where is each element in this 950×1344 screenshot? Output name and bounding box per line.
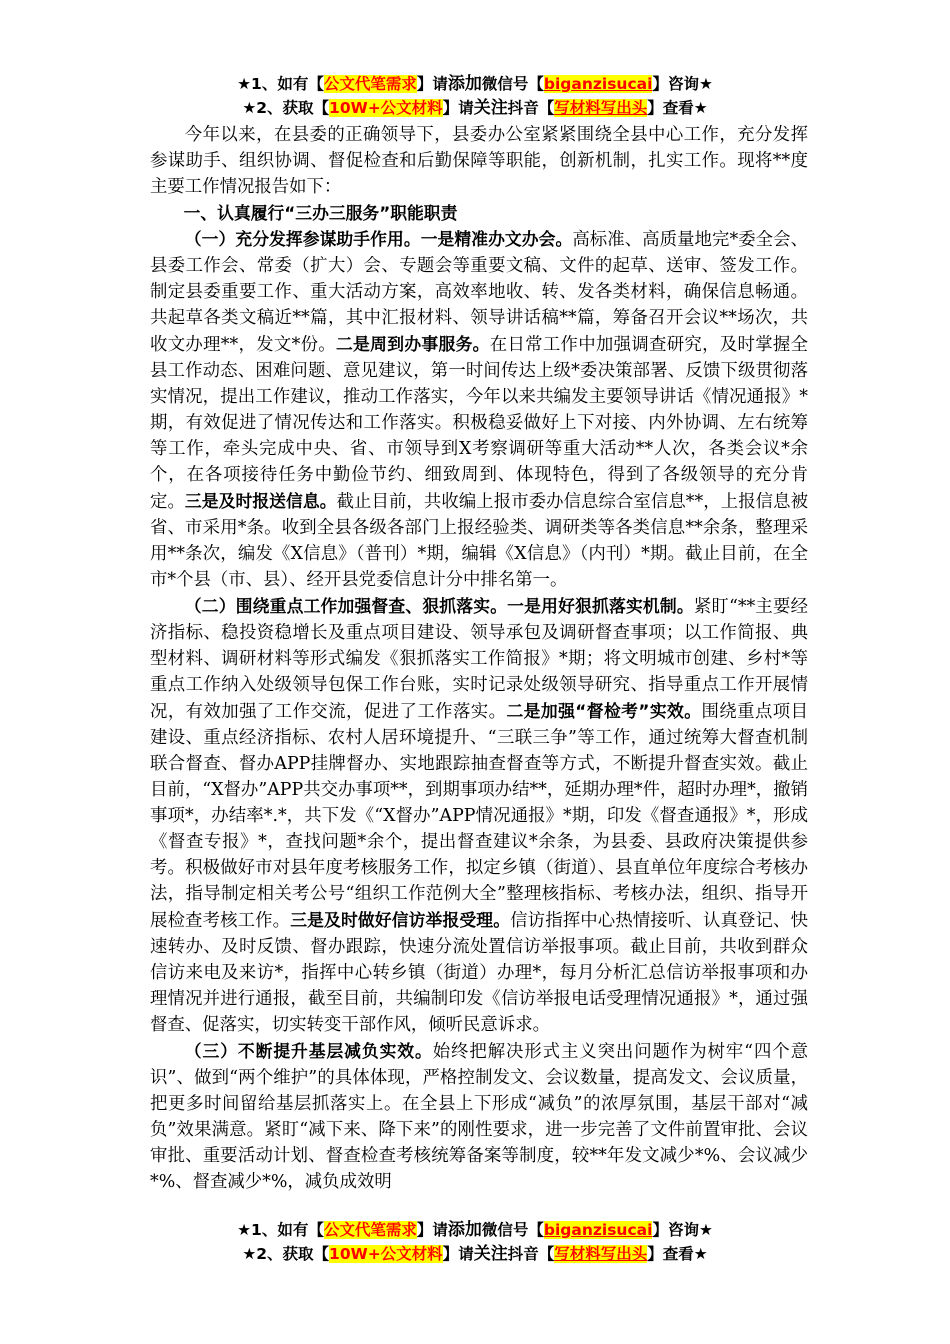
body-text: 围绕重点项目建设、重点经济指标、农村人居环境提升、“三联三争”等工作，通过统筹大督查机制联合督查、督办APP挂牌督办、实地跟踪抽查督查等方式，不断提升督查实效。截止目前，“X督办”APP共交办事项**，到期事项办结**，延期办理*件，超时办理*，撤销事项*，办结率*.*，共下发《“X督办”APP情况通报》*期，印发《督查通报》*，形成《督查专报》*，查找问题*余个，提出督查建议*余条，为县委、县政府决策提供参考。积极做好市对县年度考核服务工作，拟定乡镇（街道）、县直单位年度综合考核办法，指导制定相关考公号“组织工作范例大全”整理核指标、考核办法，组织、指导开展检查考核工作。 xyxy=(150,702,808,931)
key-point: 一是用好狠抓落实机制。 xyxy=(507,596,694,616)
banner-text: 抖音【 xyxy=(507,99,555,117)
douyin-id-highlight: 写材料写出头 xyxy=(554,99,648,117)
banner-text: 】咨询★ xyxy=(652,75,713,93)
key-point: 三是及时做好信访举报受理。 xyxy=(290,910,511,930)
banner-text: 】查看★ xyxy=(647,99,708,117)
bottom-banner-line-2 xyxy=(0,1242,950,1266)
document-body xyxy=(150,122,808,1195)
banner-text: 】咨询★ xyxy=(652,1221,713,1239)
subsection-title: （二）围绕重点工作加强督查、狠抓落实。 xyxy=(184,596,508,616)
banner-highlight: 10W+公文材料 xyxy=(329,1245,443,1263)
key-point: 二是加强“督检考”实效。 xyxy=(506,701,702,721)
banner-text: 抖音【 xyxy=(507,1245,555,1263)
banner-text: ★2、获取【 xyxy=(242,1245,330,1263)
banner-highlight: 10W+公文材料 xyxy=(329,99,443,117)
banner-emphasis: 关注 xyxy=(473,98,508,118)
banner-text: ★1、如有【 xyxy=(237,1221,324,1239)
wechat-id-highlight: biganzisucai xyxy=(543,1221,653,1239)
top-banner-line-1 xyxy=(0,72,950,96)
wechat-id-highlight: biganzisucai xyxy=(543,75,653,93)
banner-emphasis: 添加 xyxy=(447,74,482,94)
key-point: 二是周到办事服务。 xyxy=(335,334,490,354)
bottom-banner-line-1 xyxy=(0,1218,950,1242)
banner-text: 微信号【 xyxy=(481,75,544,93)
top-banner-line-2 xyxy=(0,96,950,120)
subsection-2-paragraph xyxy=(150,593,808,1038)
section-heading-1: 一、认真履行“三办三服务”职能职责 xyxy=(183,203,458,223)
body-text: 始终把解决形式主义突出问题作为树牢“四个意识”、做到“两个维护”的具体体现，严格控制发文、会议数量，提高发文、会议质量，把更多时间留给基层抓落实上。在全县上下形成“减负”的浓厚氛围，基层干部对“减负”效果满意。紧盯“减下来、降下来”的刚性要求，进一步完善了文件前置审批、会议审批、重要活动计划、督查检查考核统筹备案等制度，较**年发文减少*%、会议减少*%、督查减少*%，减负成效明 xyxy=(150,1042,808,1192)
banner-text: 微信号【 xyxy=(481,1221,544,1239)
body-text: 紧盯“**主要经济指标、稳投资稳增长及重点项目建设、领导承包及调研督查事项；以工作简报、典型材料、调研材料等形式编发《狠抓落实工作简报》*期；将文明城市创建、乡村*等重点工作纳入处级领导包保工作台账，实时记录处级领导研究、指导重点工作开展情况，有效加强了工作交流，促进了工作落实。 xyxy=(150,597,808,722)
intro-paragraph: 今年以来，在县委的正确领导下，县委办公室紧紧围绕全县中心工作，充分发挥参谋助手、组织协调、督促检查和后勤保障等职能，创新机制，扎实工作。现将**度主要工作情况报告如下： xyxy=(150,125,808,197)
banner-text: 】请 xyxy=(442,99,474,117)
subsection-1-paragraph xyxy=(150,226,808,593)
banner-emphasis: 关注 xyxy=(473,1244,508,1264)
banner-text: 】请 xyxy=(442,1245,474,1263)
banner-text: 】查看★ xyxy=(647,1245,708,1263)
body-text: 信访指挥中心热情接听、认真登记、快速转办、及时反馈、督办跟踪，快速分流处置信访举报事项。截止目前，共收到群众信访来电及来访*，指挥中心转乡镇（街道）办理*，每月分析汇总信访举报事项和办理情况并进行通报，截至目前，共编制印发《信访举报电话受理情况通报》*，通过强督查、促落实，切实转变干部作风，倾听民意诉求。 xyxy=(150,911,808,1035)
key-point: 一是精准办文办会。 xyxy=(420,229,573,249)
body-text: 在日常工作中加强调查研究，及时掌握全县工作动态、困难问题、意见建议，第一时间传达上级*委决策部署、反馈下级贯彻落实情况，提出工作建议，推动工作落实，今年以来共编发主要领导讲话《情况通报》*期，有效促进了情况传达和工作落实。积极稳妥做好上下对接、内外协调、左右统筹等工作，牵头完成中央、省、市领导到X考察调研等重大活动**人次，各类会议*余个，在各项接待任务中勤俭节约、细致周到、体现特色，得到了各级领导的充分肯定。 xyxy=(150,335,808,512)
banner-highlight: 公文代笔需求 xyxy=(323,1221,417,1239)
subsection-3-paragraph xyxy=(150,1038,808,1195)
banner-text: ★2、获取【 xyxy=(242,99,330,117)
banner-text: 】请 xyxy=(416,1221,448,1239)
body-text: 截止目前，共收编上报市委办信息综合室信息**，上报信息被省、市采用*条。收到全县各级各部门上报经验类、调研类等各类信息**余条，整理采用**条次，编发《X信息》（普刊）*期，编辑《X信息》（内刊）*期。截止目前，在全市*个县（市、县）、经开县党委信息计分中排名第一。 xyxy=(150,492,808,590)
douyin-id-highlight: 写材料写出头 xyxy=(554,1245,648,1263)
subsection-title: （一）充分发挥参谋助手作用。 xyxy=(184,229,421,249)
subsection-title: （三）不断提升基层减负实效。 xyxy=(184,1041,433,1061)
banner-emphasis: 添加 xyxy=(447,1220,482,1240)
banner-text: 】请 xyxy=(416,75,448,93)
key-point: 三是及时报送信息。 xyxy=(184,491,337,511)
banner-text: ★1、如有【 xyxy=(237,75,324,93)
banner-highlight: 公文代笔需求 xyxy=(323,75,417,93)
body-text: 高标准、高质量地完*委全会、县委工作会、常委（扩大）会、专题会等重要文稿、文件的起草、送审、签发工作。制定县委重要工作、重大活动方案，高效率地收、转、发各类材料，确保信息畅通。共起草各类文稿近**篇，其中汇报材料、领导讲话稿**篇，筹备召开会议**场次，共收文办理**，发文*份。 xyxy=(150,230,808,355)
